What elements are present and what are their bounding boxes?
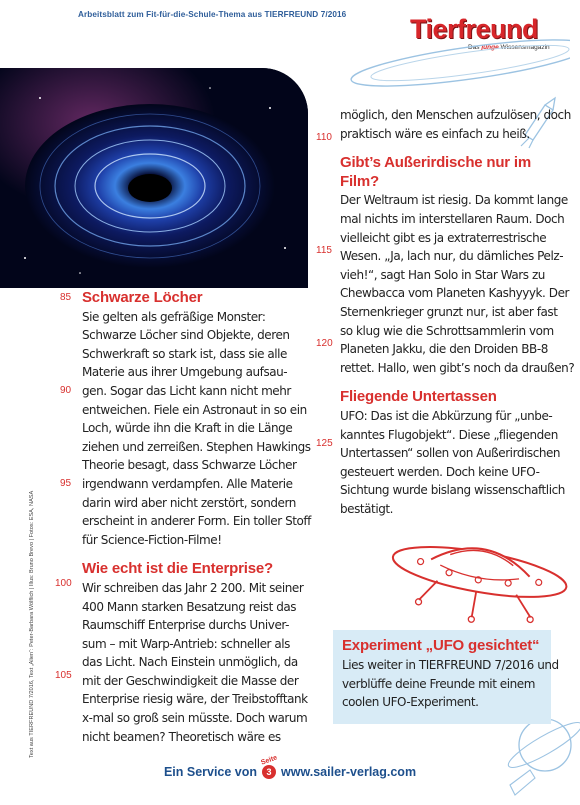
text-line: erscheint in anderer Form. Ein toller Stoff [82,514,311,529]
text-line: nicht beamen? Theoretisch wäre es [82,729,281,744]
text-line: rettet. Hallo, wen gibt’s noch da draußen? [340,360,575,375]
line-number: 100 [55,578,72,589]
section-body-enterprise [82,579,308,746]
text-line: Chewbacca vom Planeten Kashyyyk. Der [340,286,569,301]
line-number: 95 [60,478,72,489]
text-line: 400 Mann starken Besatzung reist das [82,599,297,614]
text-line: bestätigt. [340,501,393,516]
text-line: vieh!“, sagt Han Solo in Star Wars zu [340,267,545,282]
text-line: praktisch wäre es einfach zu heiß. [340,126,530,141]
page-number-badge [260,754,279,779]
text-line: Wir schreiben das Jahr 2 200. Mit seiner [82,580,304,595]
section-body-ufos [340,407,565,519]
text-line: Lies weiter in TIERFREUND 7/2016 und [342,658,559,672]
text-line: Sternenkrieger grunzt nur, ist aber fast [340,304,558,319]
text-line: Untertassen“ sollen von Außerirdischen [340,446,561,461]
page-number: 3 [266,767,272,777]
text-line: mit der Geschwindigkeit die Masse der [82,673,299,688]
logo-tagline: Das junge Wissensmagazin [468,44,550,51]
footer-prefix: Ein Service von [163,765,258,779]
text-line: Theorie besagt, dass Schwarze Löcher [82,458,297,473]
black-hole-image [0,68,308,288]
text-line: das Licht. Nach Einstein unmöglich, da [82,655,298,670]
text-line: Enterprise riesig wäre, der Treibstofftank [82,692,308,707]
text-line: möglich, den Menschen aufzulösen, doch [340,108,571,122]
experiment-title: Experiment „UFO gesichtet“ [342,637,540,654]
ufo-illustration [380,510,580,630]
text-line: Sie gelten als gefräßige Monster: [82,309,266,324]
worksheet-header: Arbeitsblatt zum Fit-für-die-Schule-Thema aus TIERFREUND 7/2016 [78,10,347,19]
text-line: so klug wie die Schrottsammlerin vom [340,323,554,338]
text-line: x-mal so groß sein müsste. Doch warum [82,711,308,726]
text-line: ziehen und zerreißen. Stephen Hawkings [82,439,311,454]
text-line: Raumschiff Enterprise durchs Univer- [82,618,289,633]
section-body-black-holes [82,308,311,550]
text-line: sum – mit Warp-Antrieb: schneller als [82,636,290,651]
text-line: Der Weltraum ist riesig. Da kommt lange [340,193,568,208]
text-line: Planeten Jakku, die den Droiden BB-8 [340,342,548,357]
photo-credits: Text aus TIERFREUND 7/2016, Text „Alien“: Peter-Barbara Wölflich | Illus: Bruno Brevo | Fotos: ESA, NASA [29,490,35,758]
section-heading-aliens: Gibt’s Außerirdische nur im Film? [340,154,532,190]
line-number: 85 [60,292,72,303]
text-line: für Science-Fiction-Filme! [82,532,222,547]
text-line: Wesen. „Ja, lach nur, du dämliches Pelz- [340,249,564,264]
line-number: 125 [316,438,333,449]
text-line: entweichen. Fiele ein Astronaut in so ein [82,402,307,417]
line-number: 120 [316,338,333,349]
text-line: vielleicht gibt es ja extraterrestrische [340,230,547,245]
text-line: Schwerkraft so stark ist, dass sie alle [82,346,287,361]
text-line: coolen UFO-Experiment. [342,695,479,710]
text-line: mal nichts im interstellaren Raum. Doch [340,211,565,226]
section-heading-black-holes: Schwarze Löcher [82,289,203,306]
text-line: Schwarze Löcher sind Objekte, deren [82,328,290,343]
text-line: gesteuert werden. Doch keine UFO- [340,464,540,479]
line-number: 105 [55,670,72,681]
text-line: Loch, würde ihn die Kraft in die Länge [82,421,293,436]
line-number: 110 [316,132,332,143]
text-line: irgendwann verdampfen. Alle Materie [82,476,293,491]
section-body-aliens [340,191,575,377]
text-line: gen. Sogar das Licht kann nicht mehr [82,383,291,398]
page-label: Seite [260,754,279,767]
text-line: UFO: Das ist die Abkürzung für „unbe- [340,408,553,423]
text-line: darin wird aber nicht zerstört, sondern [82,495,296,510]
text-line: Materie aus ihrer Umgebung aufsau- [82,365,288,380]
section-heading-enterprise: Wie echt ist die Enterprise? [82,560,273,578]
text-line: verblüffe deine Freunde mit einem [342,676,535,691]
right-column [340,106,575,518]
left-column [82,289,311,746]
experiment-box [333,630,559,724]
text-line: kanntes Flugobjekt“. Diese „fliegenden [340,427,558,442]
logo-wordmark: Tierfreund [410,14,539,44]
footer [0,754,580,787]
line-number: 90 [60,385,72,396]
section-heading-ufos: Fliegende Untertassen [340,388,497,406]
line-number: 115 [316,245,332,256]
publisher-url[interactable]: www.sailer-verlag.com [281,765,417,779]
text-line: Sichtung wurde bislang wissenschaftlich [340,483,565,498]
